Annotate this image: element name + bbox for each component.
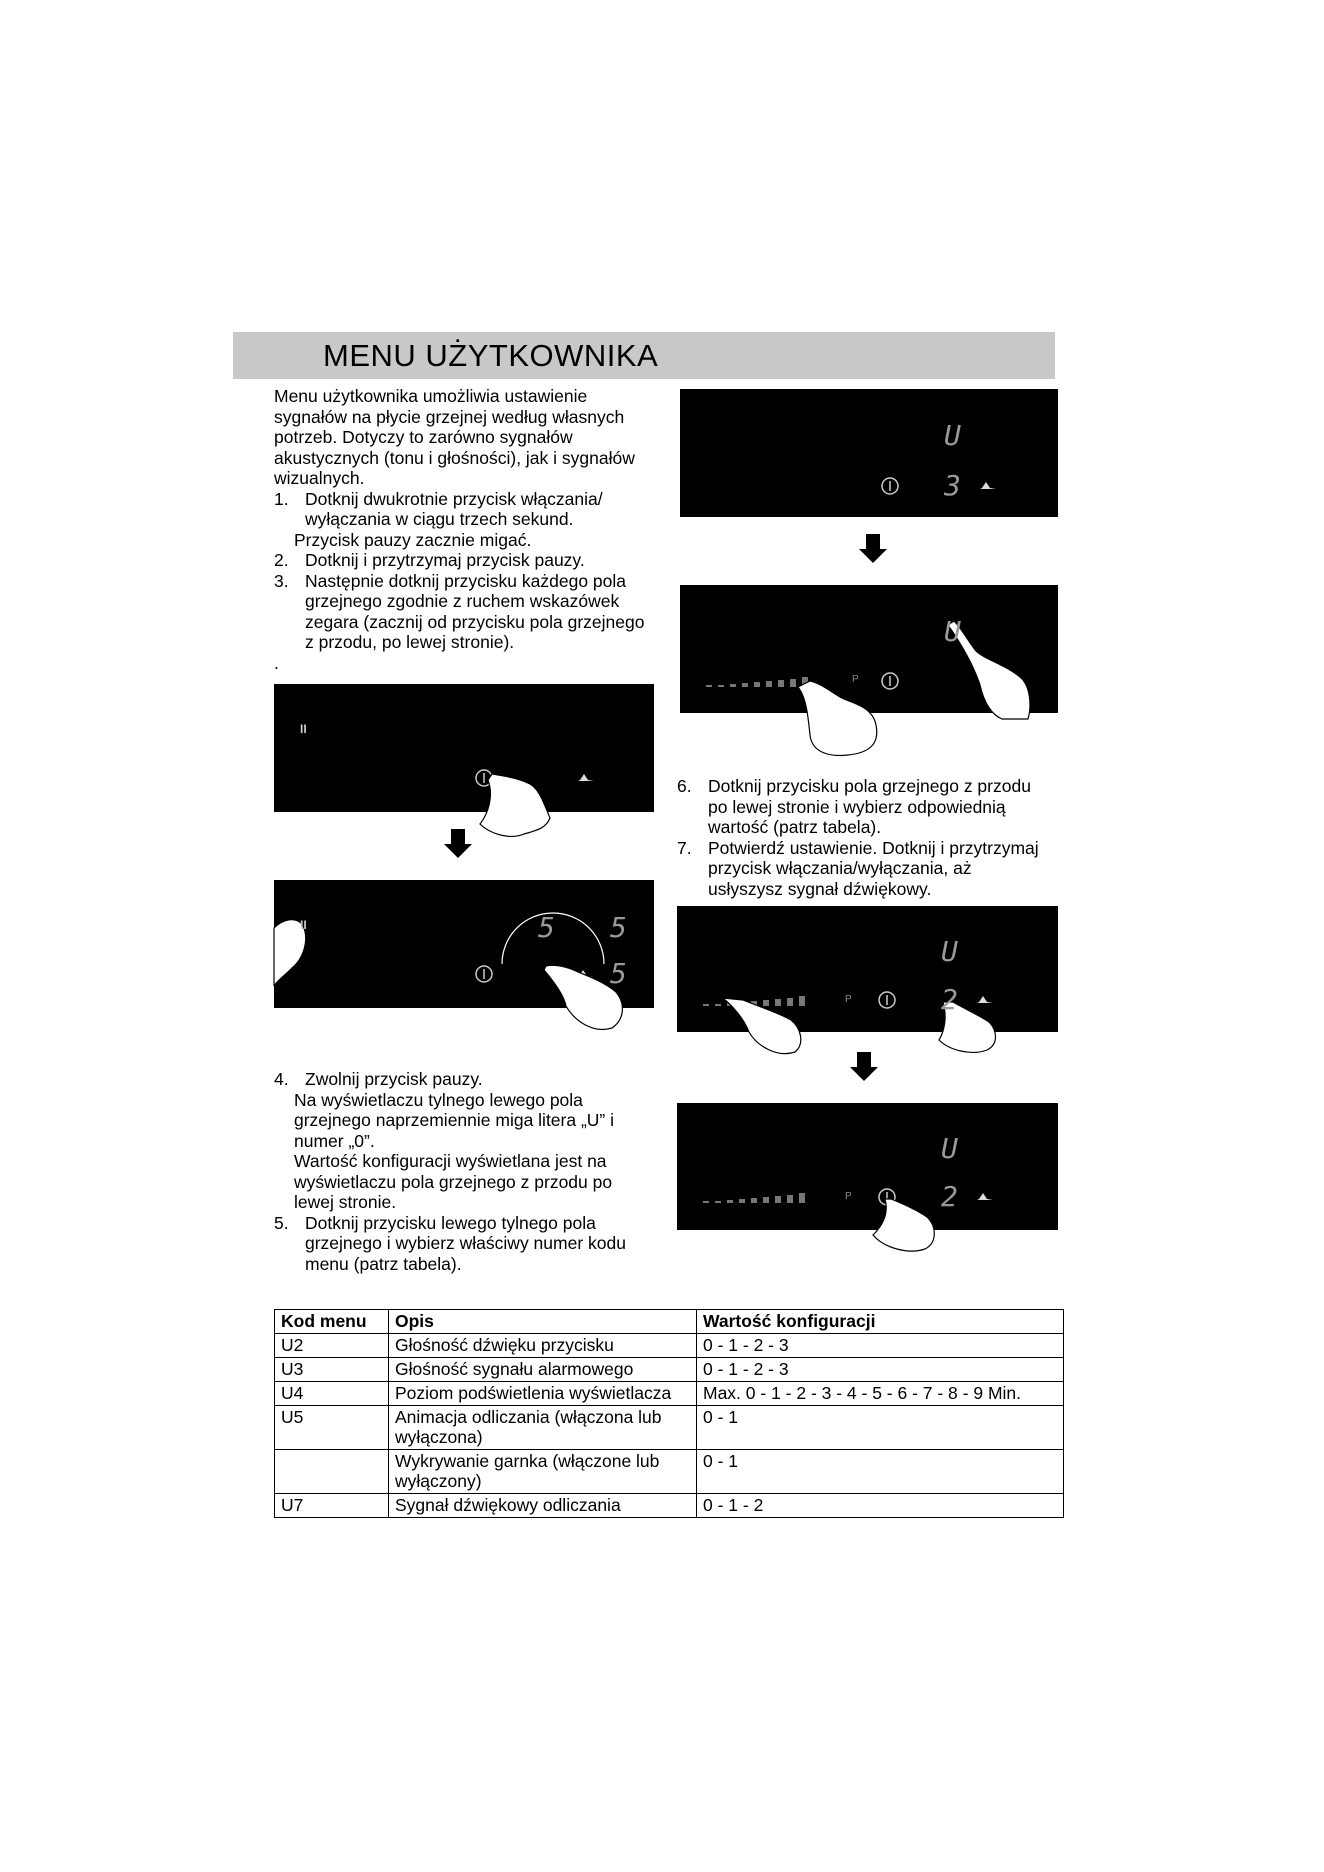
- step-note: Przycisk pauzy zacznie migać.: [294, 529, 532, 550]
- step-3: [274, 571, 674, 653]
- page-title: MENU UŻYTKOWNIKA: [323, 338, 659, 373]
- step-number: 1.: [274, 488, 289, 509]
- step-line: Następnie dotknij przycisku każdego pola: [305, 570, 627, 591]
- display-bottom: 2: [941, 1180, 958, 1213]
- step-line: Potwierdź ustawienie. Dotknij i przytrzymaj: [708, 837, 1039, 858]
- step-number: 4.: [274, 1069, 289, 1089]
- finger-hand-icon: [798, 681, 877, 755]
- step-1: [274, 489, 674, 530]
- step-note: numer „0”.: [294, 1130, 375, 1151]
- intro-line: Menu użytkownika umożliwia ustawienie: [274, 386, 588, 406]
- table-row: [275, 1334, 1064, 1358]
- hob-panel-3: [274, 684, 654, 812]
- step-line: wartość (patrz tabela).: [708, 817, 882, 837]
- cell-desc: Wykrywanie garnka (włączone lub wyłączony): [389, 1450, 697, 1494]
- panel-3-graphic: [274, 684, 654, 812]
- display-top: U: [941, 1132, 958, 1165]
- display-top: U: [941, 935, 958, 968]
- step-line: grzejnego zgodnie z ruchem wskazówek: [305, 591, 620, 611]
- cell-value: 0 - 1: [697, 1450, 1064, 1494]
- cell-value: 0 - 1 - 2 - 3: [697, 1358, 1064, 1382]
- table-row: [275, 1494, 1064, 1518]
- finger-hand-icon: [723, 998, 801, 1054]
- intro-line: potrzeb. Dotyczy to zarówno sygnałów: [274, 427, 573, 447]
- step-line: przycisk włączania/wyłączania, aż: [708, 858, 972, 878]
- p-label: P: [845, 994, 852, 1005]
- step-6: [677, 776, 1057, 838]
- p-label: P: [852, 674, 859, 685]
- cell-code: U3: [275, 1358, 389, 1382]
- step-7: [677, 838, 1057, 900]
- step-line: Dotknij i przytrzymaj przycisk pauzy.: [305, 550, 585, 570]
- table-row: [275, 1358, 1064, 1382]
- step-line: zegara (zacznij od przycisku pola grzejnego: [305, 611, 645, 632]
- cell-desc: Sygnał dźwiękowy odliczania: [389, 1494, 697, 1518]
- step-note: grzejnego naprzemiennie miga litera „U” i: [294, 1110, 615, 1130]
- pot-icon: [977, 996, 993, 1003]
- cell-code: U7: [275, 1494, 389, 1518]
- step-line: grzejnego i wybierz właściwy numer kodu: [305, 1233, 626, 1253]
- zone-display: 5: [538, 911, 555, 944]
- column-header: Kod menu: [275, 1310, 389, 1334]
- intro-line: sygnałów na płycie grzejnej według własnych: [274, 406, 625, 427]
- slider-bar: [703, 1193, 805, 1203]
- panel-1-graphic: [680, 389, 1058, 517]
- cell-desc: Poziom podświetlenia wyświetlacza: [389, 1382, 697, 1406]
- step-note: lewej stronie.: [294, 1192, 397, 1212]
- display-top: U: [944, 615, 961, 648]
- cell-value: 0 - 1 - 2: [697, 1494, 1064, 1518]
- hob-panel-2: [680, 585, 1058, 713]
- step-5: [274, 1213, 674, 1275]
- p-label: P: [845, 1191, 852, 1202]
- display-bottom: 2: [941, 983, 958, 1016]
- step-line: po lewej stronie i wybierz odpowiednią: [708, 796, 1006, 817]
- pot-icon: [980, 482, 996, 489]
- column-header: Opis: [389, 1310, 697, 1334]
- panel-2-graphic: [680, 585, 1058, 713]
- finger-hand-icon: [873, 1199, 934, 1251]
- hob-panel-1: [680, 389, 1058, 517]
- cell-desc: Głośność sygnału alarmowego: [389, 1358, 697, 1382]
- hob-panel-4: [274, 880, 654, 1008]
- intro-text: [274, 386, 674, 673]
- cell-code: U2: [275, 1334, 389, 1358]
- panel-5-graphic: [677, 906, 1058, 1032]
- step-note: Na wyświetlaczu tylnego lewego pola: [294, 1089, 583, 1110]
- step-number: 6.: [677, 776, 692, 796]
- step-number: 5.: [274, 1212, 289, 1233]
- intro-line: akustycznych (tonu i głośności), jak i sygnałów: [274, 447, 635, 468]
- step-line: wyłączania w ciągu trzech sekund.: [305, 509, 574, 529]
- step-line: Dotknij przycisku pola grzejnego z przodu: [708, 776, 1031, 796]
- step-number: 2.: [274, 550, 289, 570]
- display-bottom: 3: [944, 469, 961, 502]
- table-row: [275, 1450, 1064, 1494]
- pause-icon: II: [300, 918, 307, 932]
- finger-hand-icon: [480, 774, 550, 836]
- pot-icon: [977, 1193, 993, 1200]
- section-header: [233, 332, 1055, 379]
- table-header-row: [275, 1310, 1064, 1334]
- step-line: z przodu, po lewej stronie).: [305, 632, 515, 652]
- panel-6-graphic: [677, 1103, 1058, 1230]
- slider-bar: [706, 677, 808, 687]
- hob-panel-6: [677, 1103, 1058, 1230]
- cell-code: [275, 1450, 389, 1494]
- step-line: usłyszysz sygnał dźwiękowy.: [708, 878, 932, 899]
- step-line: Dotknij przycisku lewego tylnego pola: [305, 1212, 596, 1233]
- display-top: U: [944, 419, 961, 452]
- steps-4-5: [274, 1069, 674, 1274]
- cell-desc: Animacja odliczania (włączona lub wyłączona): [389, 1406, 697, 1450]
- cell-desc: Głośność dźwięku przycisku: [389, 1334, 697, 1358]
- panel-4-graphic: [274, 880, 654, 1008]
- step-note: Wartość konfiguracji wyświetlana jest na: [294, 1151, 607, 1171]
- intro-line: wizualnych.: [274, 468, 365, 488]
- hob-panel-5: [677, 906, 1058, 1032]
- pause-icon: II: [300, 722, 307, 736]
- table-row: [275, 1406, 1064, 1450]
- cell-code: U5: [275, 1406, 389, 1450]
- cell-value: Max. 0 - 1 - 2 - 3 - 4 - 5 - 6 - 7 - 8 - 9 Min.: [697, 1382, 1064, 1406]
- pot-icon: [578, 774, 594, 781]
- steps-6-7: [677, 776, 1057, 899]
- cell-code: U4: [275, 1382, 389, 1406]
- step-line: menu (patrz tabela).: [305, 1253, 462, 1274]
- step-4: [274, 1069, 674, 1090]
- zone-display: 5: [610, 957, 627, 990]
- config-table: [274, 1309, 1064, 1518]
- step-line: Dotknij dwukrotnie przycisk włączania/: [305, 488, 603, 509]
- table-row: [275, 1382, 1064, 1406]
- step-2: [274, 550, 674, 571]
- stray-dot: .: [274, 652, 279, 673]
- step-line: Zwolnij przycisk pauzy.: [305, 1069, 483, 1089]
- column-header: Wartość konfiguracji: [697, 1310, 1064, 1334]
- step-note: wyświetlaczu pola grzejnego z przodu po: [294, 1171, 613, 1192]
- step-number: 7.: [677, 837, 692, 858]
- cell-value: 0 - 1: [697, 1406, 1064, 1450]
- cell-value: 0 - 1 - 2 - 3: [697, 1334, 1064, 1358]
- step-number: 3.: [274, 570, 289, 591]
- zone-display: 5: [610, 911, 627, 944]
